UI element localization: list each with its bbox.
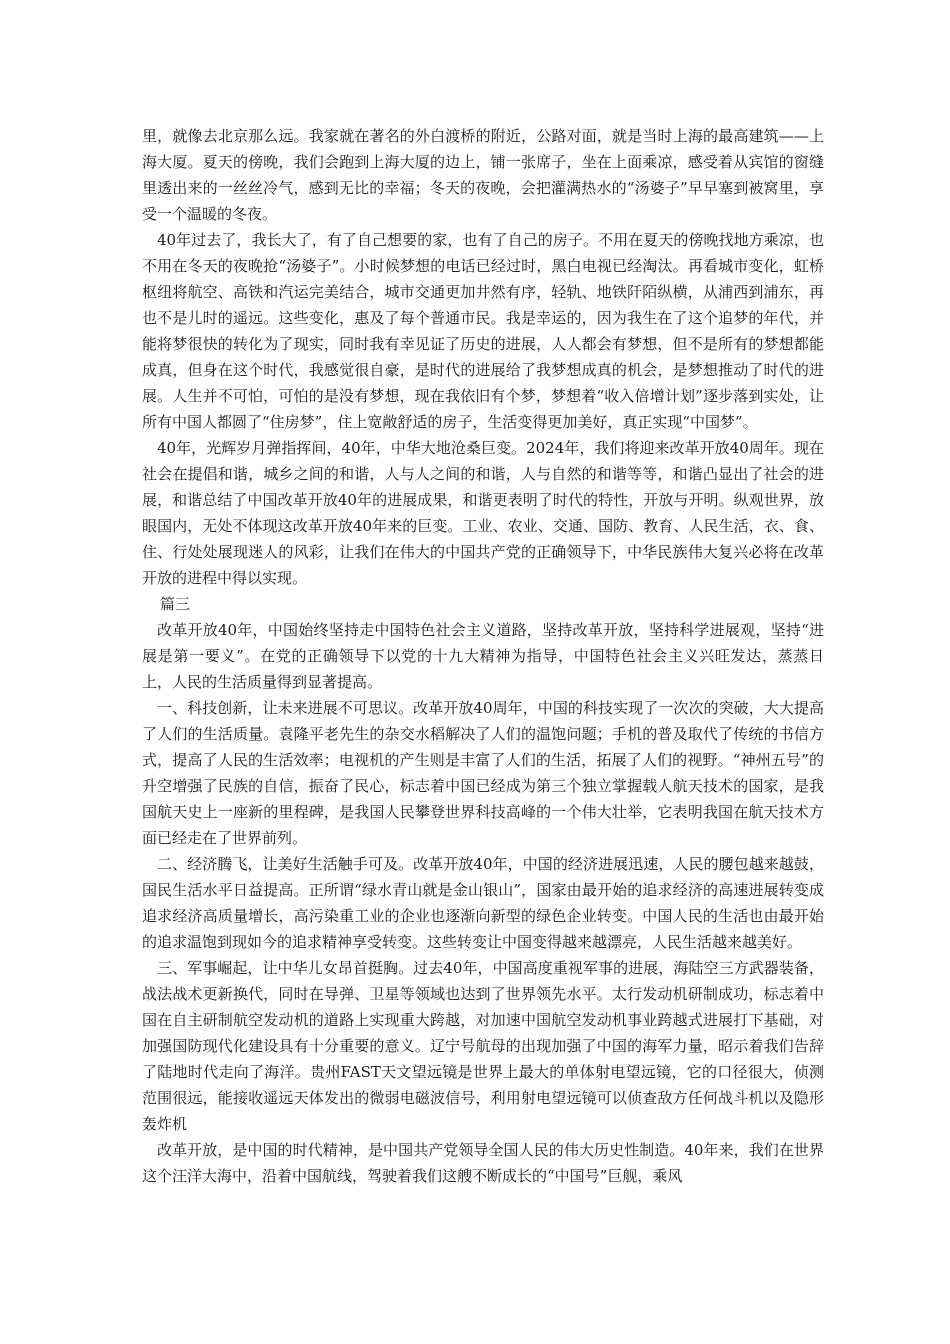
- paragraph-childhood-memory: 里，就像去北京那么远。我家就在著名的外白渡桥的附近，公路对面，就是当时上海的最高建筑——上海大厦。夏天的傍晚，我们会跑到上海大厦的边上，铺一张席子，坐在上面乘凉，感受着从宾馆的窗缝里透出来的一丝丝冷气，感到无比的幸福；冬天的夜晚，会把灌满热水的“汤婆子”早早塞到被窝里，享受一个温暖的冬夜。: [142, 127, 824, 223]
- document-body: [142, 123, 824, 1189]
- paragraph-economic-growth: 二、经济腾飞，让美好生活触手可及。改革开放40年，中国的经济进展迅速，人民的腰包越来越鼓，国民生活水平日益提高。正所谓“绿水青山就是金山银山”，国家由最开始的追求经济的高速进展转变成追求经济高质量增长，高污染重工业的企业也逐渐向新型的绿色企业转变。中国人民的生活也由最开始的追求温饱到现如今的追求精神享受转变。这些转变让中国变得越来越漂亮，人民生活越来越美好。: [142, 855, 824, 951]
- paragraph-part-three-intro: 改革开放40年，中国始终坚持走中国特色社会主义道路，坚持改革开放，坚持科学进展观，坚持“进展是第一要义”。在党的正确领导下以党的十九大精神为指导，中国特色社会主义兴旺发达，蒸蒸日上，人民的生活质量得到显著提高。: [142, 621, 824, 691]
- section-heading-part-three: 篇三: [160, 595, 191, 613]
- paragraph-military-rise: 三、军事崛起，让中华儿女昂首挺胸。过去40年，中国高度重视军事的进展，海陆空三方武器装备，战法战术更新换代，同时在导弹、卫星等领域也达到了世界领先水平。太行发动机研制成功，标志着中国在自主研制航空发动机的道路上实现重大跨越，对加速中国航空发动机事业跨越式进展打下基础，对加强国防现代化建设具有十分重要的意义。辽宁号航母的出现加强了中国的海军力量，昭示着我们告辞了陆地时代走向了海洋。贵州FAST天文望远镜是世界上最大的单体射电望远镜，它的口径很大，侦测范围很远，能接收遥远天体发出的微弱电磁波信号，利用射电望远镜可以侦查敌方任何战斗机以及隐形轰炸机: [142, 959, 824, 1133]
- paragraph-science-innovation: 一、科技创新，让未来进展不可思议。改革开放40周年，中国的科技实现了一次次的突破，大大提高了人们的生活质量。袁隆平老先生的杂交水稻解决了人们的温饱问题；手机的普及取代了传统的书信方式，提高了人民的生活效率；电视机的产生则是丰富了人们的生活，拓展了人们的视野。“神州五号”的升空增强了民族的自信，振奋了民心，标志着中国已经成为第三个独立掌握载人航天技术的国家，是我国航天史上一座新的里程碑，是我国人民攀登世界科技高峰的一个伟大壮举，它表明我国在航天技术方面已经走在了世界前列。: [142, 699, 824, 847]
- paragraph-reform-anniversary: 40年，光辉岁月弹指挥间，40年，中华大地沧桑巨变。2024年，我们将迎来改革开放40周年。现在社会在提倡和谐，城乡之间的和谐，人与人之间的和谐，人与自然的和谐等等，和谐凸显出了社会的进展，和谐总结了中国改革开放40年的进展成果，和谐更表明了时代的特性，开放与开明。纵观世界，放眼国内，无处不体现这改革开放40年来的巨变。工业、农业、交通、国防、教育、人民生活，衣、食、住、行处处展现迷人的风彩，让我们在伟大的中国共产党的正确领导下，中华民族伟大复兴必将在改革开放的进程中得以实现。: [142, 439, 824, 587]
- paragraph-reform-spirit: 改革开放，是中国的时代精神，是中国共产党领导全国人民的伟大历史性制造。40年来，我们在世界这个汪洋大海中，沿着中国航线，驾驶着我们这艘不断成长的“中国号”巨舰，乘风: [142, 1141, 824, 1185]
- paragraph-forty-years-later: 40年过去了，我长大了，有了自己想要的家，也有了自己的房子。不用在夏天的傍晚找地方乘凉，也不用在冬天的夜晚抢“汤婆子”。小时候梦想的电话已经过时，黑白电视已经淘汰。再看城市变化，虹桥枢纽将航空、高铁和汽运完美结合，城市交通更加井然有序，轻轨、地铁阡陌纵横，从浦西到浦东，再也不是儿时的遥远。这些变化，惠及了每个普通市民。我是幸运的，因为我生在了这个追梦的年代，并能将梦很快的转化为了现实，同时我有幸见证了历史的进展，人人都会有梦想，但不是所有的梦想都能成真，但身在这个时代，我感觉很自豪，是时代的进展给了我梦想成真的机会，是梦想推动了时代的进展。人生并不可怕，可怕的是没有梦想，现在我依旧有个梦，梦想着“收入倍增计划”逐步落到实处，让所有中国人都圆了“住房梦”，住上宽敞舒适的房子，生活变得更加美好，真正实现“中国梦”。: [142, 231, 824, 431]
